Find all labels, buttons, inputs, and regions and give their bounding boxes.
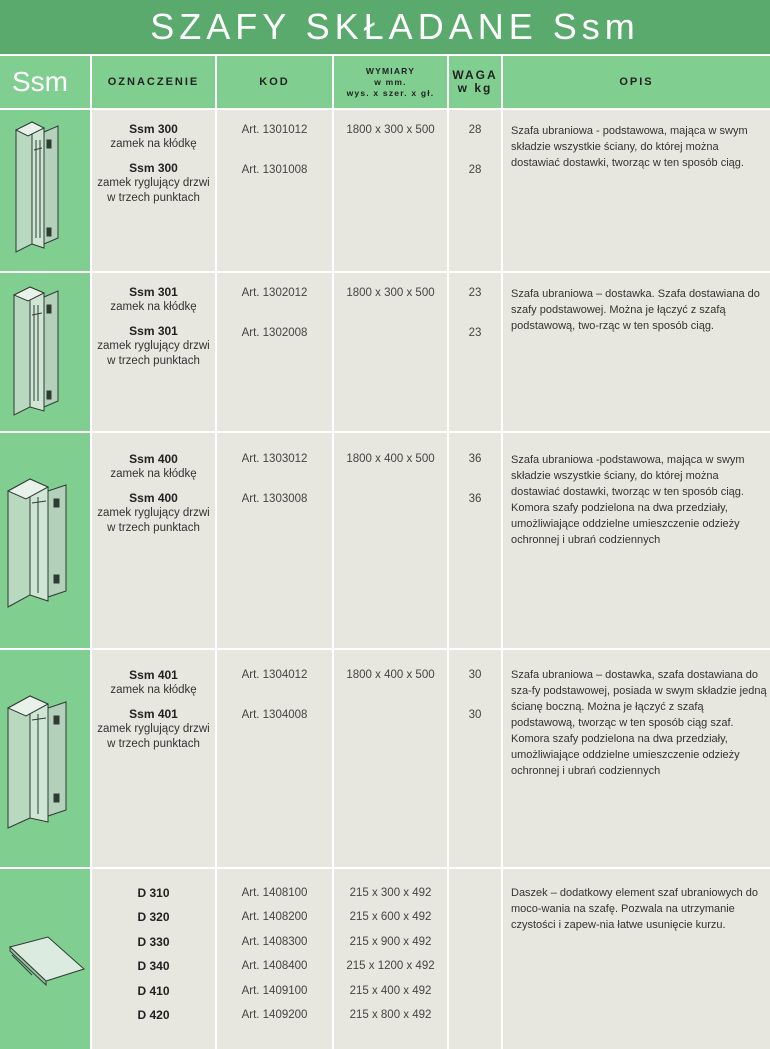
code-cell: Art. 1303012 Art. 1303008 xyxy=(217,433,332,648)
description-cell: Szafa ubraniowa -podstawowa, mająca w swym składzie wszystkie ściany, do której można dostawiać dostawki, tworząc w ten sposób ciąg. Komora szafy podzielona na dwa przedziały, umożliwiające oddzielne umieszczenie odzieży ochronnej i ubrań codziennych xyxy=(503,433,770,648)
locker-narrow-icon xyxy=(0,110,90,271)
variant-cell: Ssm 301 zamek na kłódkę Ssm 301 zamek ryglujący drzwi w trzech punktach xyxy=(92,273,215,431)
roof-panel-icon xyxy=(0,869,90,1049)
variant-name: Ssm 401 xyxy=(129,707,178,721)
dimensions-cell: 1800 x 300 x 500 xyxy=(334,273,447,431)
variant-name: D 340 xyxy=(137,959,170,973)
header-wymiary: WYMIARY w mm. wys. x szer. x gł. xyxy=(334,56,447,108)
dimensions-cell: 1800 x 300 x 500 xyxy=(334,110,447,271)
variant-name: Ssm 400 xyxy=(129,452,178,466)
description-cell: Daszek – dodatkowy element szaf ubraniowych do moco-wania na szafę. Pozwala na utrzymanie czystości i zapew-nia łatwe usunięcie kurzu. xyxy=(503,869,770,1049)
weight-cell: 30 30 xyxy=(449,650,501,867)
variant-name: Ssm 300 xyxy=(129,161,178,175)
dimensions-cell: 1800 x 400 x 500 xyxy=(334,433,447,648)
description-cell: Szafa ubraniowa – dostawka, szafa dostawiana do sza-fy podstawowej, posiada w swym składzie jedną ścianę boczną. Można je łączyć z szafą podstawową, tworząc w ten sposób ciąg szaf. Komora szafy podzielona na dwa przedziały, umożliwiające oddzielne umieszczenie odzieży ochronnej i ubrań codziennych xyxy=(503,650,770,867)
variant-name: Ssm 400 xyxy=(129,491,178,505)
variant-name: Ssm 301 xyxy=(129,285,178,299)
variant-cell: Ssm 400 zamek na kłódkę Ssm 400 zamek ryglujący drzwi w trzech punktach xyxy=(92,433,215,648)
table-row xyxy=(0,869,770,1049)
description-cell: Szafa ubraniowa - podstawowa, mająca w swym składzie wszystkie ściany, do której można dostawiać dostawki, tworząc w ten sposób ciąg. xyxy=(503,110,770,271)
code-cell: Art. 1301012 Art. 1301008 xyxy=(217,110,332,271)
variant-name: D 330 xyxy=(137,935,170,949)
table-row xyxy=(0,110,770,271)
code-cell: Art. 1304012 Art. 1304008 xyxy=(217,650,332,867)
variant-cell xyxy=(92,869,215,1049)
variant-name: D 320 xyxy=(137,910,170,924)
locker-narrow-addon-icon xyxy=(0,273,90,431)
variant-name: D 410 xyxy=(137,984,170,998)
variant-cell: Ssm 300 zamek na kłódkę Ssm 300 zamek ryglujący drzwi w trzech punktach xyxy=(92,110,215,271)
locker-wide-addon-icon xyxy=(0,650,90,867)
header-oznaczenie: OZNACZENIE xyxy=(92,56,215,108)
header-kod: KOD xyxy=(217,56,332,108)
variant-name: Ssm 301 xyxy=(129,324,178,338)
table-row xyxy=(0,433,770,648)
series-logo: Ssm xyxy=(0,56,90,108)
locker-wide-divided-icon xyxy=(0,433,90,648)
weight-cell: 23 23 xyxy=(449,273,501,431)
code-cell: Art. 1302012 Art. 1302008 xyxy=(217,273,332,431)
weight-cell: 36 36 xyxy=(449,433,501,648)
header-waga: WAGA w kg xyxy=(449,56,501,108)
variant-name: D 420 xyxy=(137,1008,170,1022)
variant-cell: Ssm 401 zamek na kłódkę Ssm 401 zamek ryglujący drzwi w trzech punktach xyxy=(92,650,215,867)
variant-name: D 310 xyxy=(137,886,170,900)
weight-cell xyxy=(449,869,501,1049)
header-opis: OPIS xyxy=(503,56,770,108)
variant-name: Ssm 300 xyxy=(129,122,178,136)
description-cell: Szafa ubraniowa – dostawka. Szafa dostawiana do szafy podstawowej. Można je łączyć z szafą podstawową, two-rząc w ten sposób ciąg. xyxy=(503,273,770,431)
table-header xyxy=(0,56,770,108)
variant-name: Ssm 401 xyxy=(129,668,178,682)
weight-cell: 28 28 xyxy=(449,110,501,271)
dimensions-cell: 1800 x 400 x 500 xyxy=(334,650,447,867)
table-row xyxy=(0,273,770,431)
dimensions-cell: 215 x 300 x 492 215 x 600 x 492 215 x 900 x 492 215 x 1200 x 492 215 x 400 x 492 215 x 800 x 492 xyxy=(334,869,447,1049)
code-cell: Art. 1408100 Art. 1408200 Art. 1408300 Art. 1408400 Art. 1409100 Art. 1409200 xyxy=(217,869,332,1049)
page-title: SZAFY SKŁADANE Ssm xyxy=(0,0,770,54)
table-row xyxy=(0,650,770,867)
